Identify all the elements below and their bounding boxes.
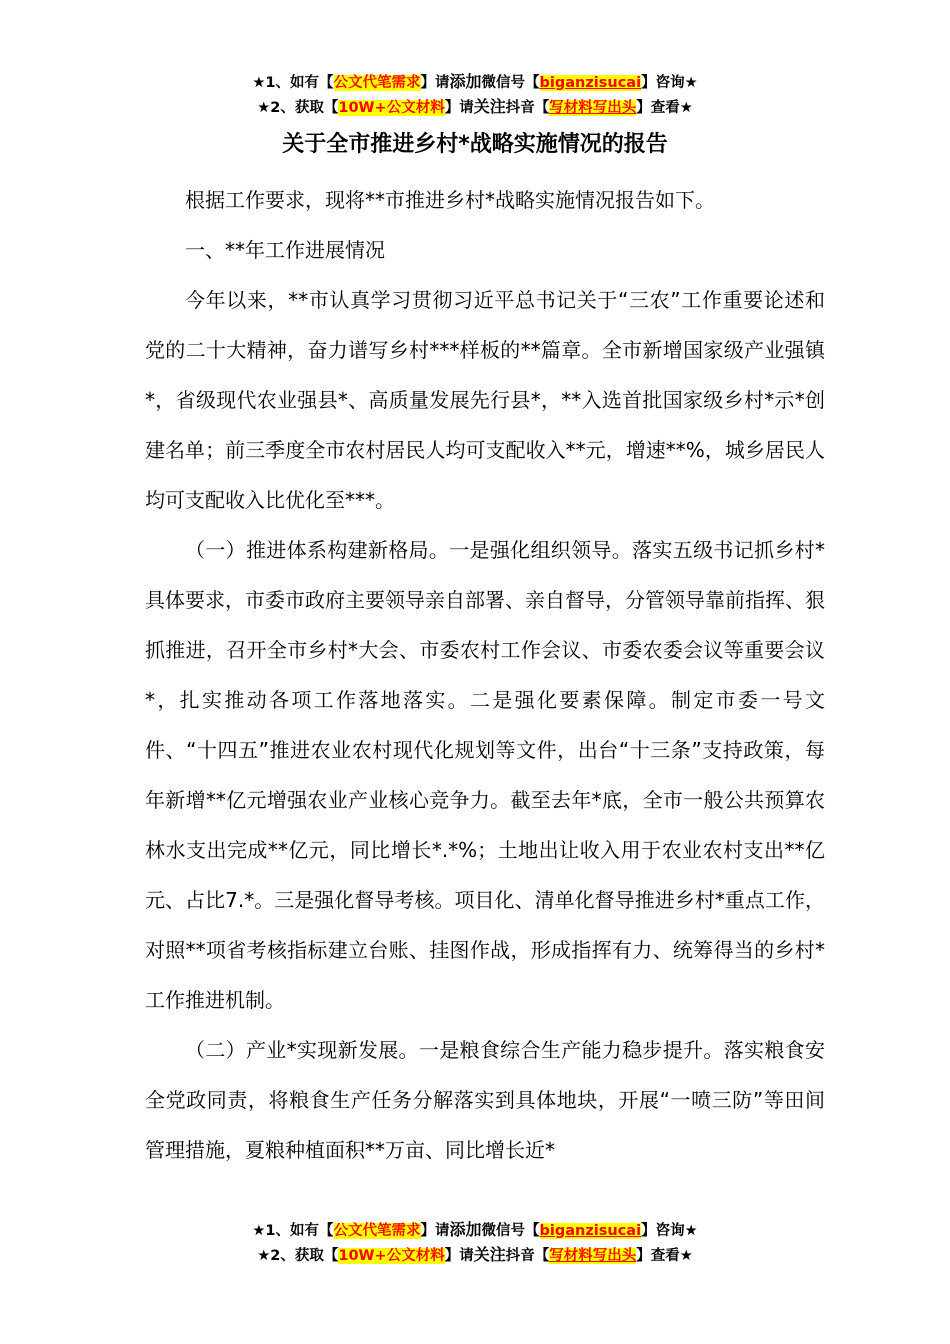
promo-text: 】查看★ (636, 100, 693, 116)
promo-text: 】请 (420, 75, 450, 91)
footer-promo-banner (0, 1218, 950, 1268)
promo-highlight: 公文代笔需求 (333, 1223, 421, 1239)
document-body (145, 175, 825, 1175)
promo-text: 】咨询★ (641, 75, 698, 91)
promo-text: 微信号【 (481, 1223, 540, 1239)
promo-text: ★2、获取【 (257, 100, 339, 116)
promo-wechat-id: biganzisucai (539, 1223, 642, 1239)
promo-text: 微信号【 (481, 75, 540, 91)
header-promo-banner (0, 70, 950, 120)
promo-douyin-account: 写材料写出头 (549, 1248, 637, 1264)
promo-text: 】请 (420, 1223, 450, 1239)
promo-wechat-id: biganzisucai (539, 75, 642, 91)
promo-line-2 (0, 1243, 950, 1268)
promo-text: 】咨询★ (641, 1223, 698, 1239)
promo-text: 抖音【 (505, 1248, 550, 1264)
promo-text: ★2、获取【 (257, 1248, 339, 1264)
promo-douyin-account: 写材料写出头 (549, 100, 637, 116)
promo-line-2 (0, 95, 950, 120)
promo-emphasis: 添加 (449, 72, 482, 91)
intro-paragraph: 根据工作要求，现将**市推进乡村*战略实施情况报告如下。 (185, 188, 715, 212)
body-paragraph: （一）推进体系构建新格局。一是强化组织领导。落实五级书记抓乡村*具体要求，市委市政府主要领导亲自部署、亲自督导，分管领导靠前指挥、狠抓推进，召开全市乡村*大会、市委农村工作会议、市委农委会议等重要会议*，扎实推动各项工作落地落实。二是强化要素保障。制定市委一号文件、“十四五”推进农业农村现代化规划等文件，出台“十三条”支持政策，每年新增**亿元增强农业产业核心竞争力。截至去年*底，全市一般公共预算农林水支出完成**亿元，同比增长*.*%；土地出让收入用于农业农村支出**亿元、占比7.*。三是强化督导考核。项目化、清单化督导推进乡村*重点工作，对照**项省考核指标建立台账、挂图作战，形成指挥有力、统筹得当的乡村*工作推进机制。 (145, 538, 825, 1012)
promo-text: 】查看★ (636, 1248, 693, 1264)
section-heading: 一、**年工作进展情况 (185, 238, 385, 262)
promo-text: 抖音【 (505, 100, 550, 116)
promo-text: ★1、如有【 (252, 75, 334, 91)
promo-text: 】请 (444, 100, 474, 116)
promo-highlight: 10W+公文材料 (338, 100, 445, 116)
promo-highlight: 10W+公文材料 (338, 1248, 445, 1264)
promo-text: ★1、如有【 (252, 1223, 334, 1239)
promo-emphasis: 添加 (449, 1220, 482, 1239)
document-title: 关于全市推进乡村*战略实施情况的报告 (282, 132, 668, 157)
body-paragraph: （二）产业*实现新发展。一是粮食综合生产能力稳步提升。落实粮食安全党政同责，将粮食生产任务分解落实到具体地块，开展“一喷三防”等田间管理措施，夏粮种植面积**万亩、同比增长近* (145, 1038, 825, 1162)
promo-text: 】请 (444, 1248, 474, 1264)
body-paragraph: 今年以来，**市认真学习贯彻习近平总书记关于“三农”工作重要论述和党的二十大精神，奋力谱写乡村***样板的**篇章。全市新增国家级产业强镇*，省级现代农业强县*、高质量发展先行县*，**入选首批国家级乡村*示*创建名单；前三季度全市农村居民人均可支配收入**元，增速**%，城乡居民人均可支配收入比优化至***。 (145, 288, 825, 512)
promo-highlight: 公文代笔需求 (333, 75, 421, 91)
promo-emphasis: 关注 (473, 1245, 506, 1264)
promo-emphasis: 关注 (473, 97, 506, 116)
promo-line-1 (0, 1218, 950, 1243)
promo-line-1 (0, 70, 950, 95)
